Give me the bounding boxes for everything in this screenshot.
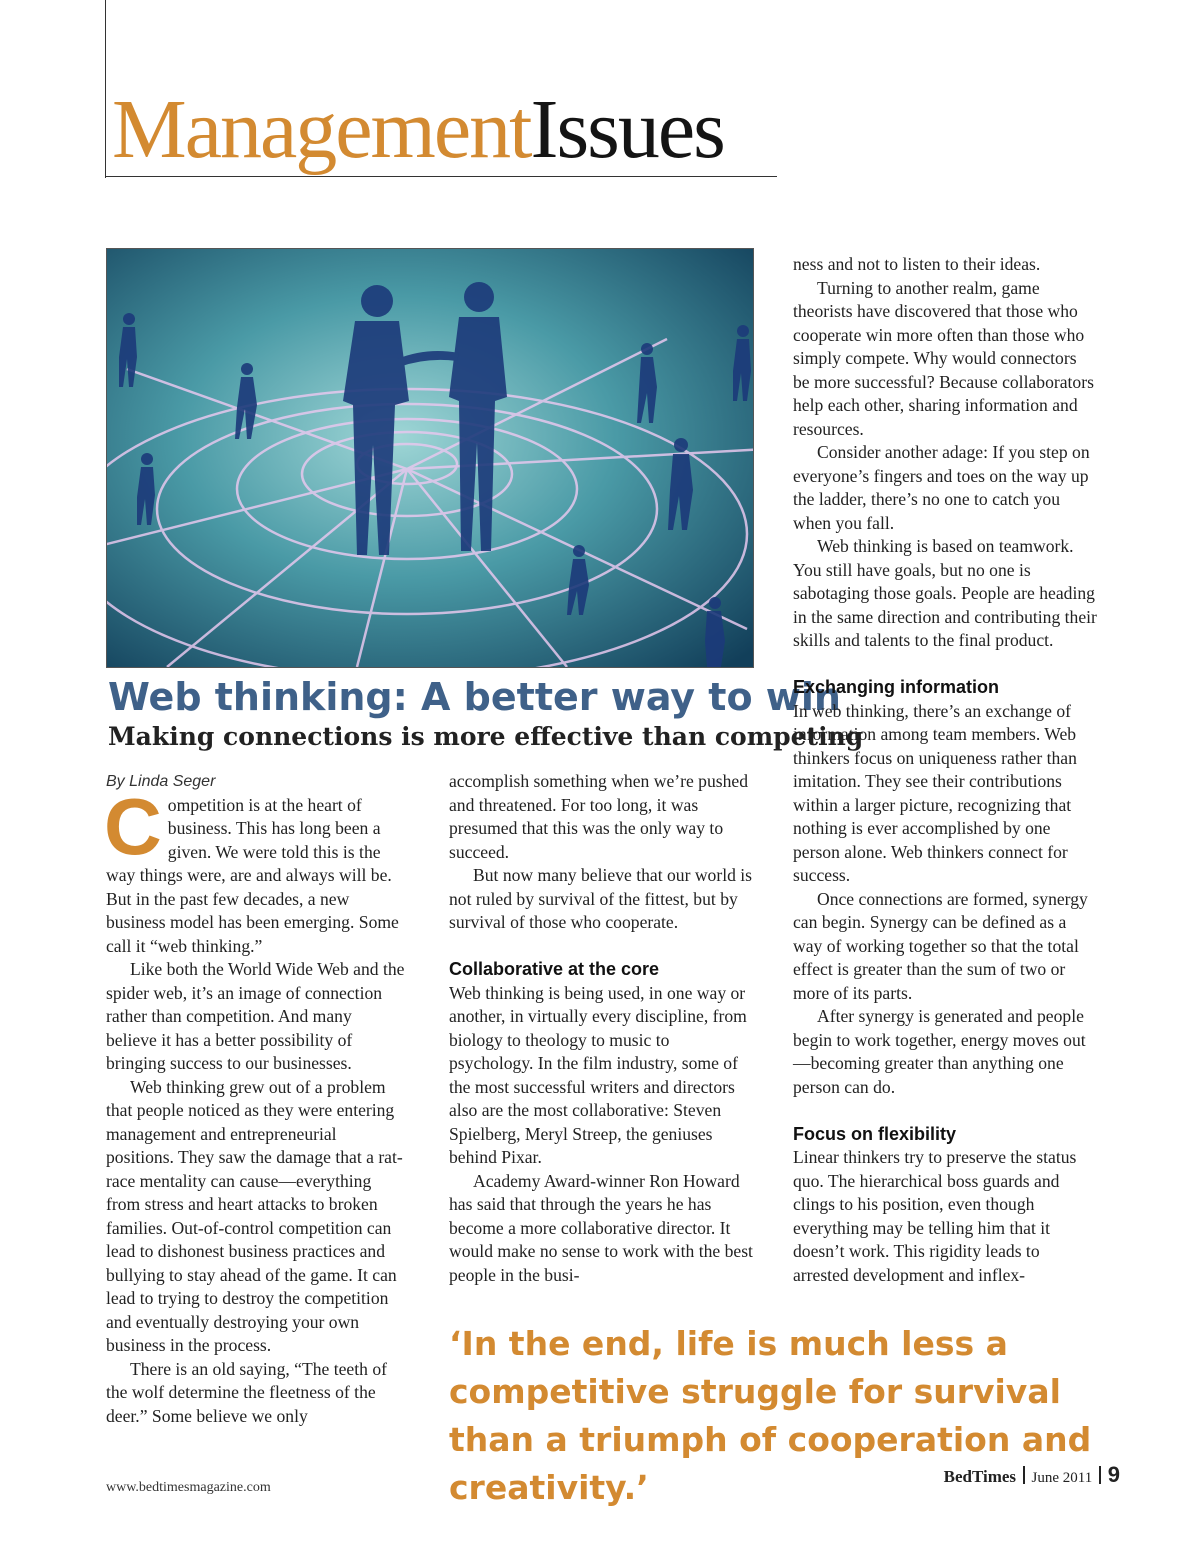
paragraph: accomplish something when we’re pushed and threatened. For too long, it was presumed that this was the only way to succeed. [449,771,749,862]
paragraph: Once connections are formed, synergy can begin. Synergy can be defined as a way of working together so that the total effect is greater than the sum of two or more of its parts. [793,888,1088,1003]
paragraph: Web thinking is being used, in one way or another, in virtually every discipline, from biology to theology to music to psychology. In the film industry, some of the most successful writers and directors also are the most collaborative: Steven Spielberg, Meryl Streep, the geniuses behind Pixar. [449,982,747,1167]
section-title-part2: Issues [530,83,724,176]
section-title-part1: Management [112,83,531,176]
page-number: 9 [1107,1462,1120,1487]
paragraph: Turning to another realm, game theorists have discovered that those who cooperate win more often than those who simply compete. Why would connectors be more successful? Because collaborators help each other, sharing information and resources. [793,277,1094,439]
folio-divider [1023,1466,1025,1484]
paragraph: After synergy is generated and people begin to work together, energy moves out—becoming greater than anything one person can do. [793,1006,1086,1097]
paragraph: Linear thinkers try to preserve the status quo. The hierarchical boss guards and clings to his position, even though everything may be telling him that it doesn’t work. This rigidity leads to arrested development and inflex- [793,1147,1077,1285]
paragraph: In web thinking, there’s an exchange of information among team members. Web thinkers focus on uniqueness rather than imitation. They see their contributions within a larger picture, recognizing that nothing is ever accomplished by one person alone. Web thinkers connect for success. [793,700,1077,885]
magazine-name: BedTimes [943,1467,1017,1486]
pull-quote: ‘In the end, life is much less a competitive struggle for survival than a triumph of cooperation and creativity.’ [449,1324,1092,1507]
paragraph: Web thinking is based on teamwork. You still have goals, but no one is sabotaging those goals. People are heading in the same direction and contributing their skills and talents to the final product. [793,536,1097,650]
footer-folio [944,1462,1120,1488]
paragraph-text: ompetition is at the heart of business. This has long been a given. We were told this is the way things were, are and always will be. But in the past few decades, a new business model has been emerging. Some call it “web thinking.” [106,794,399,956]
footer-website-url[interactable]: www.bedtimesmagazine.com [106,1480,271,1495]
paragraph: Web thinking grew out of a problem that people noticed as they were entering management and entrepreneurial positions. They saw the damage that a rat-race mentality can cause—everything from stress and heart attacks to broken families. Out-of-control competition can lead to dishonest business practices and bullying to stay ahead of the game. It can lead to trying to destroy the competition and eventually destroying your own business in the process. [106,1076,403,1355]
paragraph: ness and not to listen to their ideas. [793,254,1041,274]
drop-cap: C [104,781,162,871]
section-heading: Collaborative at the core [449,959,660,979]
section-heading: Exchanging information [793,677,1000,697]
paragraph: There is an old saying, “The teeth of the wolf determine the fleetness of the deer.” Some believe we only [106,1358,387,1426]
header-vertical-rule [105,0,106,178]
headline: Web thinking: A better way to win [108,675,841,719]
paragraph: Academy Award-winner Ron Howard has said that through the years he has become a more collaborative director. It would make no sense to work with the best people in the busi- [449,1170,753,1285]
section-title [112,82,724,178]
section-heading: Focus on flexibility [793,1123,957,1144]
paragraph: Consider another adage: If you step on everyone’s fingers and toes on the way up the ladder, there’s no one to catch you when you fall. [793,442,1090,533]
paragraph: But now many believe that our world is not ruled by survival of the fittest, but by survival of those who cooperate. [449,865,753,932]
subheadline: Making connections is more effective than competing [108,722,864,751]
paragraph: Like both the World Wide Web and the spider web, it’s an image of connection rather than competition. And many believe it has a better possibility of bringing success to our businesses. [106,959,405,1073]
issue-date: June 2011 [1031,1470,1093,1486]
article-column-2 [449,770,755,1287]
hero-illustration [106,248,754,668]
header-rule [105,176,777,177]
folio-divider [1099,1466,1101,1484]
article-column-3 [793,253,1097,1287]
byline: By Linda Seger [106,773,216,790]
article-column-1 [106,770,406,1428]
